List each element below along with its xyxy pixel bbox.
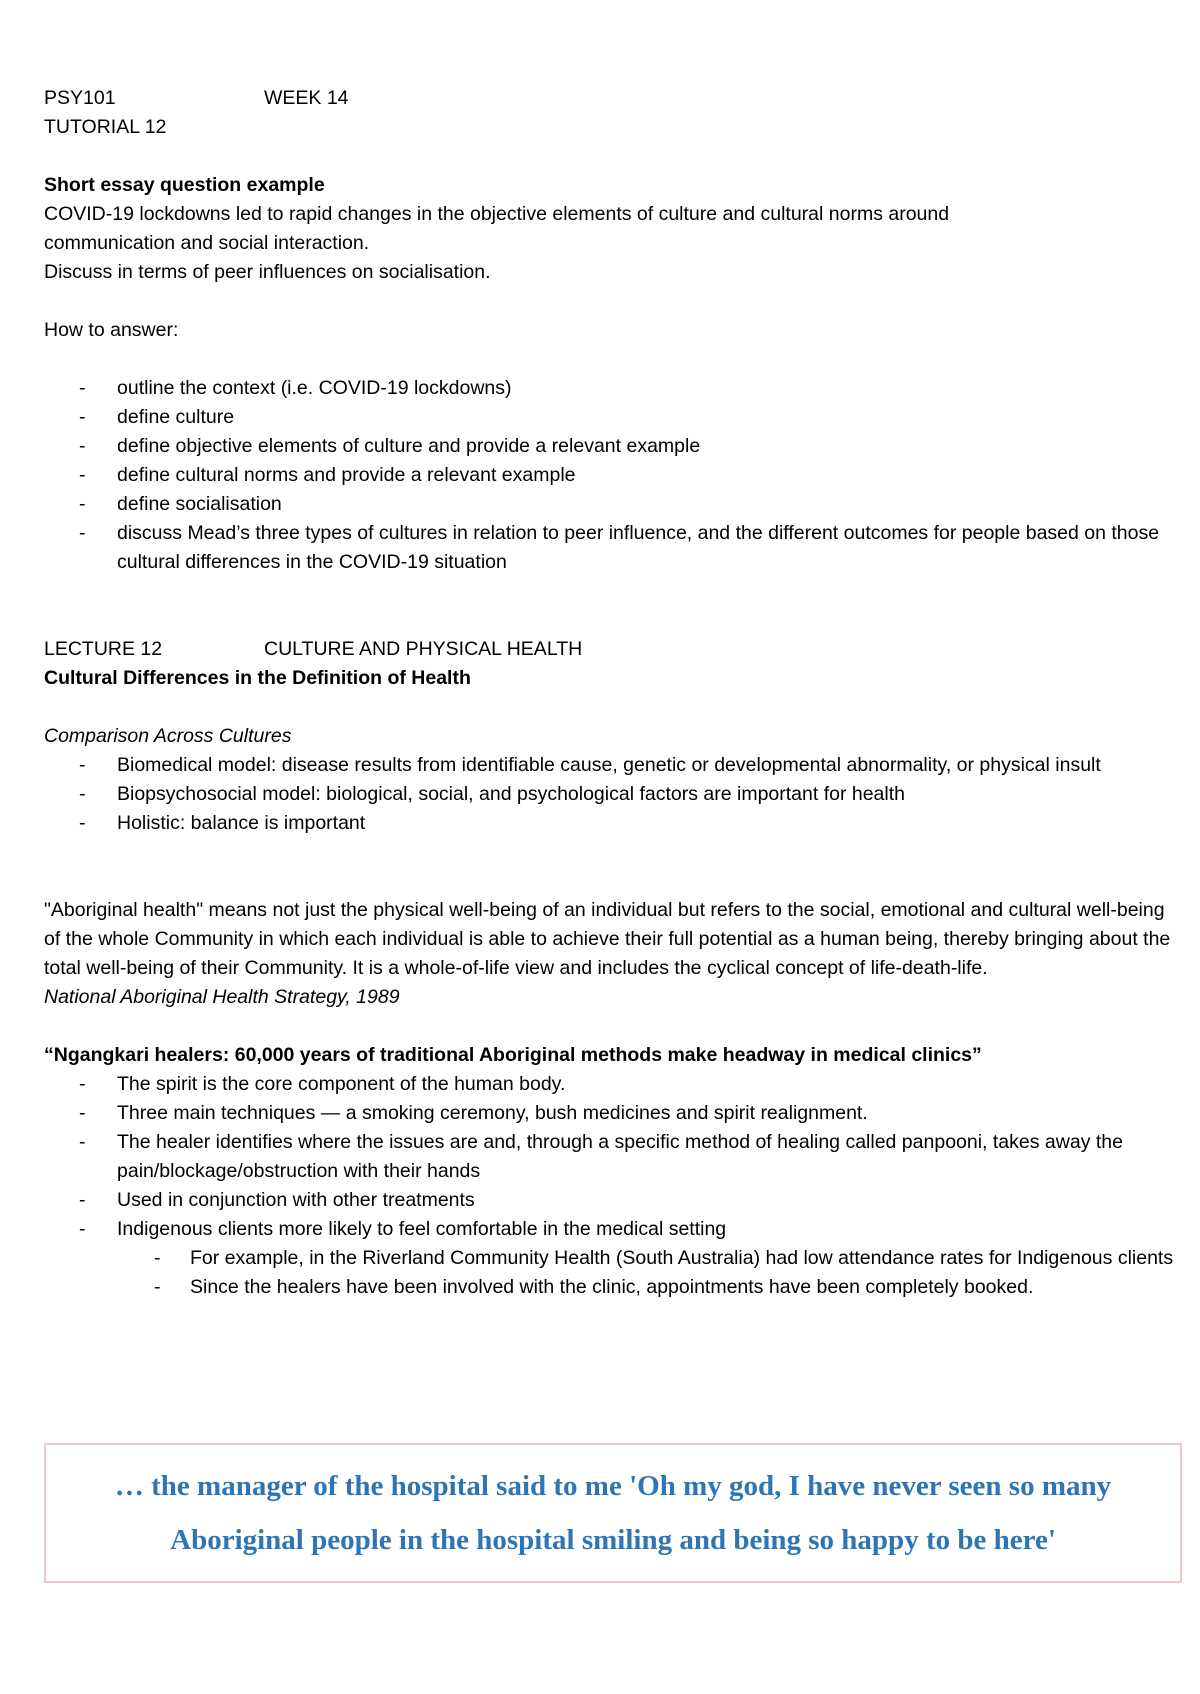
list-item [44,809,1174,838]
spacer [44,606,1174,635]
dash-bullet: - [154,1247,161,1269]
highlight-quote-line: … the manager of the hospital said to me 'Oh my god, I have never seen so many [114,1470,1112,1502]
list-item [44,1186,1174,1215]
how-to-answer-label: How to answer: [44,319,179,341]
spacer [44,693,1174,722]
list-item-text: define culture [117,406,235,428]
course-code: PSY101 [44,87,116,109]
list-item [44,1128,1174,1186]
health-models-list [44,751,1174,838]
week-label: WEEK 14 [264,87,349,109]
list-item-text: Three main techniques — a smoking ceremony, bush medicines and spirit realignment. [117,1102,868,1124]
list-item-text: Since the healers have been involved with the clinic, appointments have been completely booked. [190,1276,1034,1298]
spacer [44,345,1174,374]
dash-bullet: - [79,464,86,486]
list-item-text: define socialisation [117,493,282,515]
section-heading: Cultural Differences in the Definition of Health [44,667,471,689]
list-item-text: Indigenous clients more likely to feel comfortable in the medical setting [117,1218,727,1240]
dash-bullet: - [79,435,86,457]
dash-bullet: - [79,377,86,399]
essay-heading: Short essay question example [44,174,325,196]
list-item [44,1099,1174,1128]
highlight-quote-line: Aboriginal people in the hospital smiling and being so happy to be here' [170,1524,1056,1556]
dash-bullet: - [79,754,86,776]
essay-question-line: COVID-19 lockdowns led to rapid changes in the objective elements of culture and cultural norms around [44,203,950,225]
spacer [44,577,1174,606]
list-item-text: The healer identifies where the issues are and, through a specific method of healing called panpooni, takes away the pain/blockage/obstruction with their hands [117,1131,1123,1182]
list-item [44,432,1174,461]
list-item [44,403,1174,432]
list-item [44,374,1174,403]
spacer [44,838,1174,867]
list-item-text: Used in conjunction with other treatments [117,1189,475,1211]
dash-bullet: - [79,1218,86,1240]
article-title: “Ngangkari healers: 60,000 years of traditional Aboriginal methods make headway in medical clinics” [44,1044,982,1066]
lecture-header-row [44,635,1174,664]
list-item-text: The spirit is the core component of the human body. [117,1073,566,1095]
dash-bullet: - [79,1102,86,1124]
list-item [44,780,1174,809]
list-item-text: define cultural norms and provide a relevant example [117,464,576,486]
answer-steps-list [44,374,1174,577]
list-item-text: define objective elements of culture and provide a relevant example [117,435,701,457]
dash-bullet: - [79,1131,86,1153]
list-item-text: For example, in the Riverland Community Health (South Australia) had low attendance rates for Indigenous clients [190,1247,1174,1269]
essay-question-line: communication and social interaction. [44,232,370,254]
list-item [44,490,1174,519]
dash-bullet: - [79,783,86,805]
spacer [44,867,1174,896]
aboriginal-health-definition: "Aboriginal health" means not just the physical well-being of an individual but refers to the social, emotional and cultural well-being of the whole Community in which each individual is able to achieve their full potential as a human being, thereby bringing about the total well-being of their Community. It is a whole-of-life view and includes the cyclical concept of life-death-life. [44,899,1171,979]
list-item [44,519,1174,577]
highlight-quote-box [44,1443,1182,1583]
essay-question-line: Discuss in terms of peer influences on socialisation. [44,261,491,283]
list-item [44,1215,1174,1244]
nested-points-list [44,1244,1174,1302]
list-item [44,461,1174,490]
definition-source: National Aboriginal Health Strategy, 1989 [44,986,400,1008]
document-body [44,84,1174,1302]
list-item-text: discuss Mead’s three types of cultures in relation to peer influence, and the different outcomes for people based on those cultural differences in the COVID-19 situation [117,522,1160,573]
lecture-title: CULTURE AND PHYSICAL HEALTH [264,638,583,660]
list-item [44,1244,1174,1273]
list-item-text: Biopsychosocial model: biological, social, and psychological factors are important for health [117,783,905,805]
dash-bullet: - [79,406,86,428]
ngangkari-points-list [44,1070,1174,1244]
dash-bullet: - [79,1073,86,1095]
spacer [44,142,1174,171]
dash-bullet: - [79,522,86,544]
list-item [44,1070,1174,1099]
list-item-text: outline the context (i.e. COVID-19 lockdowns) [117,377,512,399]
list-item [44,751,1174,780]
header-row [44,84,1174,113]
spacer [44,1012,1174,1041]
comparison-heading: Comparison Across Cultures [44,725,292,747]
lecture-label: LECTURE 12 [44,638,163,660]
list-item-text: Biomedical model: disease results from identifiable cause, genetic or developmental abnormality, or physical insult [117,754,1101,776]
list-item [44,1273,1174,1302]
spacer [44,287,1174,316]
dash-bullet: - [79,1189,86,1211]
tutorial-label: TUTORIAL 12 [44,116,167,138]
dash-bullet: - [79,812,86,834]
dash-bullet: - [154,1276,161,1298]
list-item-text: Holistic: balance is important [117,812,366,834]
dash-bullet: - [79,493,86,515]
